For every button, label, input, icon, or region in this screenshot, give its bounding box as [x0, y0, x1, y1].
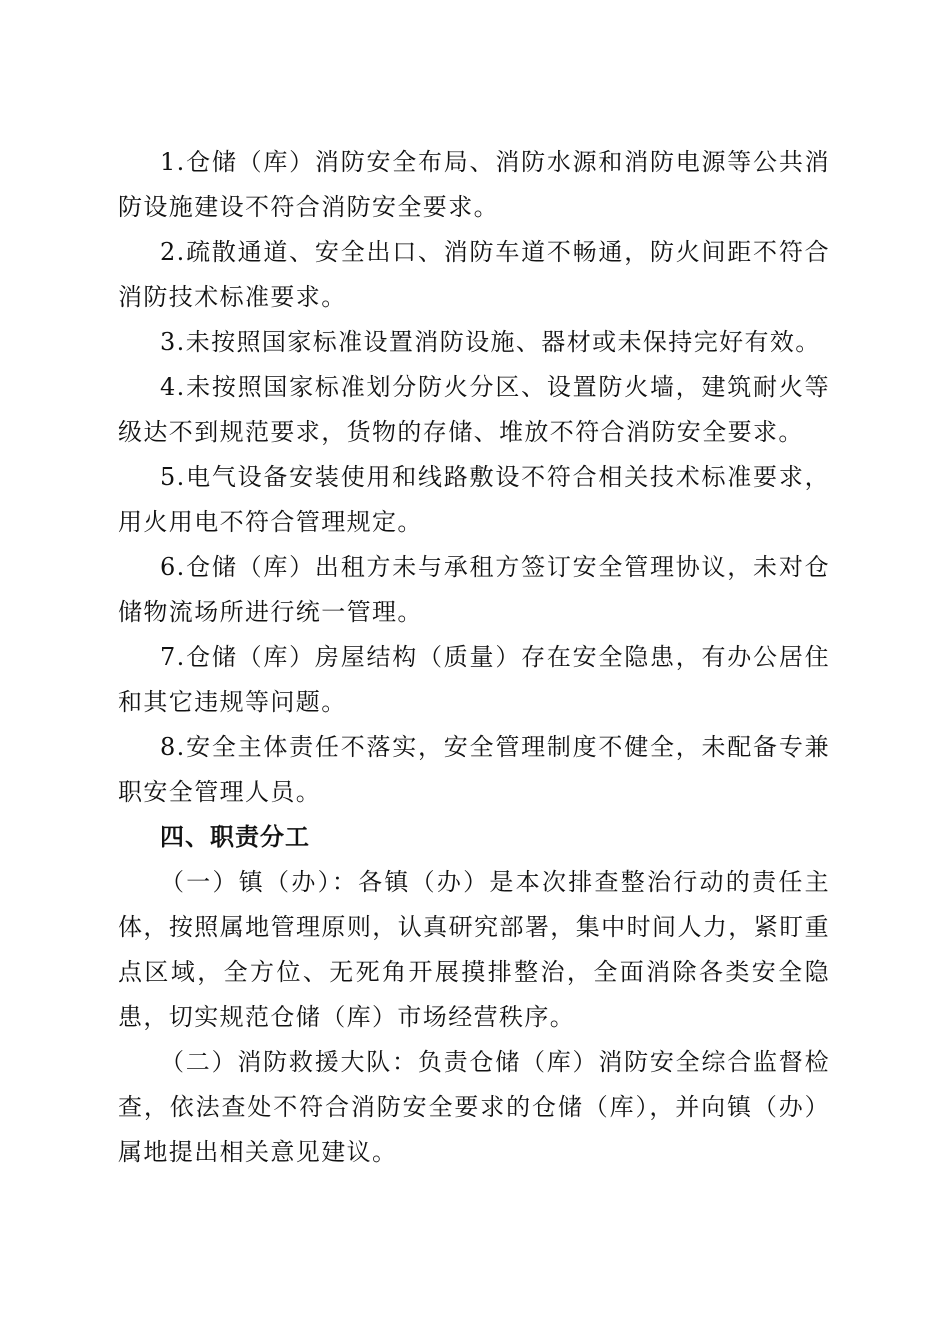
list-item: 3.未按照国家标准设置消防设施、器材或未保持完好有效。 [160, 328, 821, 356]
list-item: 8.安全主体责任不落实，安全管理制度不健全，未配备专兼职安全管理人员。 [118, 733, 830, 806]
document-page [118, 140, 830, 1175]
duty-paragraph: （一）镇（办）：各镇（办）是本次排查整治行动的责任主体，按照属地管理原则，认真研究部署，集中时间人力，紧盯重点区域，全方位、无死角开展摸排整治，全面消除各类安全隐患，切实规范仓储（库）市场经营秩序。 [118, 868, 830, 1031]
section-heading: 四、职责分工 [160, 823, 310, 851]
list-item: 7.仓储（库）房屋结构（质量）存在安全隐患，有办公居住和其它违规等问题。 [118, 643, 830, 716]
duty-paragraph: （二）消防救援大队：负责仓储（库）消防安全综合监督检查，依法查处不符合消防安全要求的仓储（库），并向镇（办）属地提出相关意见建议。 [118, 1048, 830, 1166]
list-item: 4.未按照国家标准划分防火分区、设置防火墙，建筑耐火等级达不到规范要求，货物的存储、堆放不符合消防安全要求。 [118, 373, 830, 446]
list-item: 2.疏散通道、安全出口、消防车道不畅通，防火间距不符合消防技术标准要求。 [118, 238, 830, 311]
list-item: 6.仓储（库）出租方未与承租方签订安全管理协议，未对仓储物流场所进行统一管理。 [118, 553, 830, 626]
list-item: 5.电气设备安装使用和线路敷设不符合相关技术标准要求，用火用电不符合管理规定。 [118, 463, 830, 536]
list-item: 1.仓储（库）消防安全布局、消防水源和消防电源等公共消防设施建设不符合消防安全要求。 [118, 148, 830, 221]
